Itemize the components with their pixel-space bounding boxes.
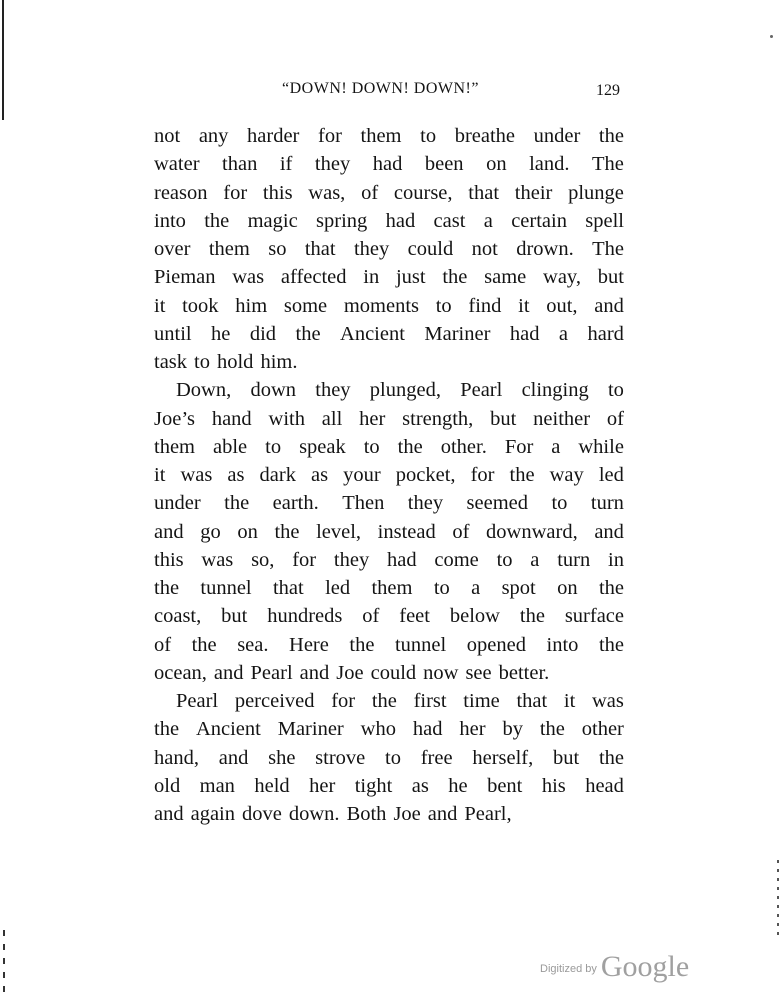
text-line: under the earth. Then they seemed to turn: [154, 492, 624, 515]
text-line: Pearl perceived for the first time that it was: [176, 690, 624, 712]
text-line: ocean, and Pearl and Joe could now see better.: [154, 661, 550, 684]
paragraph: [154, 376, 624, 687]
running-head: [0, 80, 781, 104]
text-line: it was as dark as your pocket, for the way led: [154, 464, 624, 486]
text-line: it took him some moments to find it out, and: [154, 294, 624, 317]
body-text: [154, 122, 624, 828]
watermark-prefix: Digitized by: [540, 963, 597, 975]
text-line: old man held her tight as he bent his head: [154, 774, 624, 797]
text-line: the Ancient Mariner who had her by the other: [154, 718, 624, 741]
text-line: reason for this was, of course, that their plunge: [154, 181, 624, 204]
text-line: and again dove down. Both Joe and Pearl,: [154, 803, 512, 825]
text-line: task to hold him.: [154, 351, 298, 373]
text-line: Down, down they plunged, Pearl clinging to: [176, 379, 624, 402]
paragraph: [154, 122, 624, 376]
text-line: hand, and she strove to free herself, but the: [154, 746, 624, 769]
text-line: into the magic spring had cast a certain spell: [154, 209, 624, 232]
text-line: and go on the level, instead of downward, and: [154, 520, 624, 543]
text-line: over them so that they could not drown. The: [154, 238, 624, 260]
text-line: Joe’s hand with all her strength, but neither of: [154, 407, 624, 430]
chapter-title: “DOWN! DOWN! DOWN!”: [282, 80, 479, 97]
text-line: this was so, for they had come to a turn in: [154, 548, 624, 571]
text-line: the tunnel that led them to a spot on the: [154, 577, 624, 599]
text-line: them able to speak to the other. For a while: [154, 435, 624, 458]
text-line: of the sea. Here the tunnel opened into the: [154, 633, 624, 656]
text-line: until he did the Ancient Mariner had a hard: [154, 322, 624, 345]
digitized-by-google-watermark: [540, 950, 689, 984]
paragraph: [154, 687, 624, 828]
watermark-brand: Google: [600, 950, 690, 983]
text-line: Pieman was affected in just the same way, but: [154, 266, 624, 289]
page-number: 129: [596, 82, 620, 99]
scan-edge-marks-right: [777, 860, 779, 940]
text-line: water than if they had been on land. The: [154, 153, 624, 176]
scan-edge-marks: [3, 930, 5, 1000]
scan-speck: [770, 35, 773, 38]
text-line: not any harder for them to breathe under the: [154, 125, 624, 147]
text-line: coast, but hundreds of feet below the surface: [154, 605, 624, 628]
